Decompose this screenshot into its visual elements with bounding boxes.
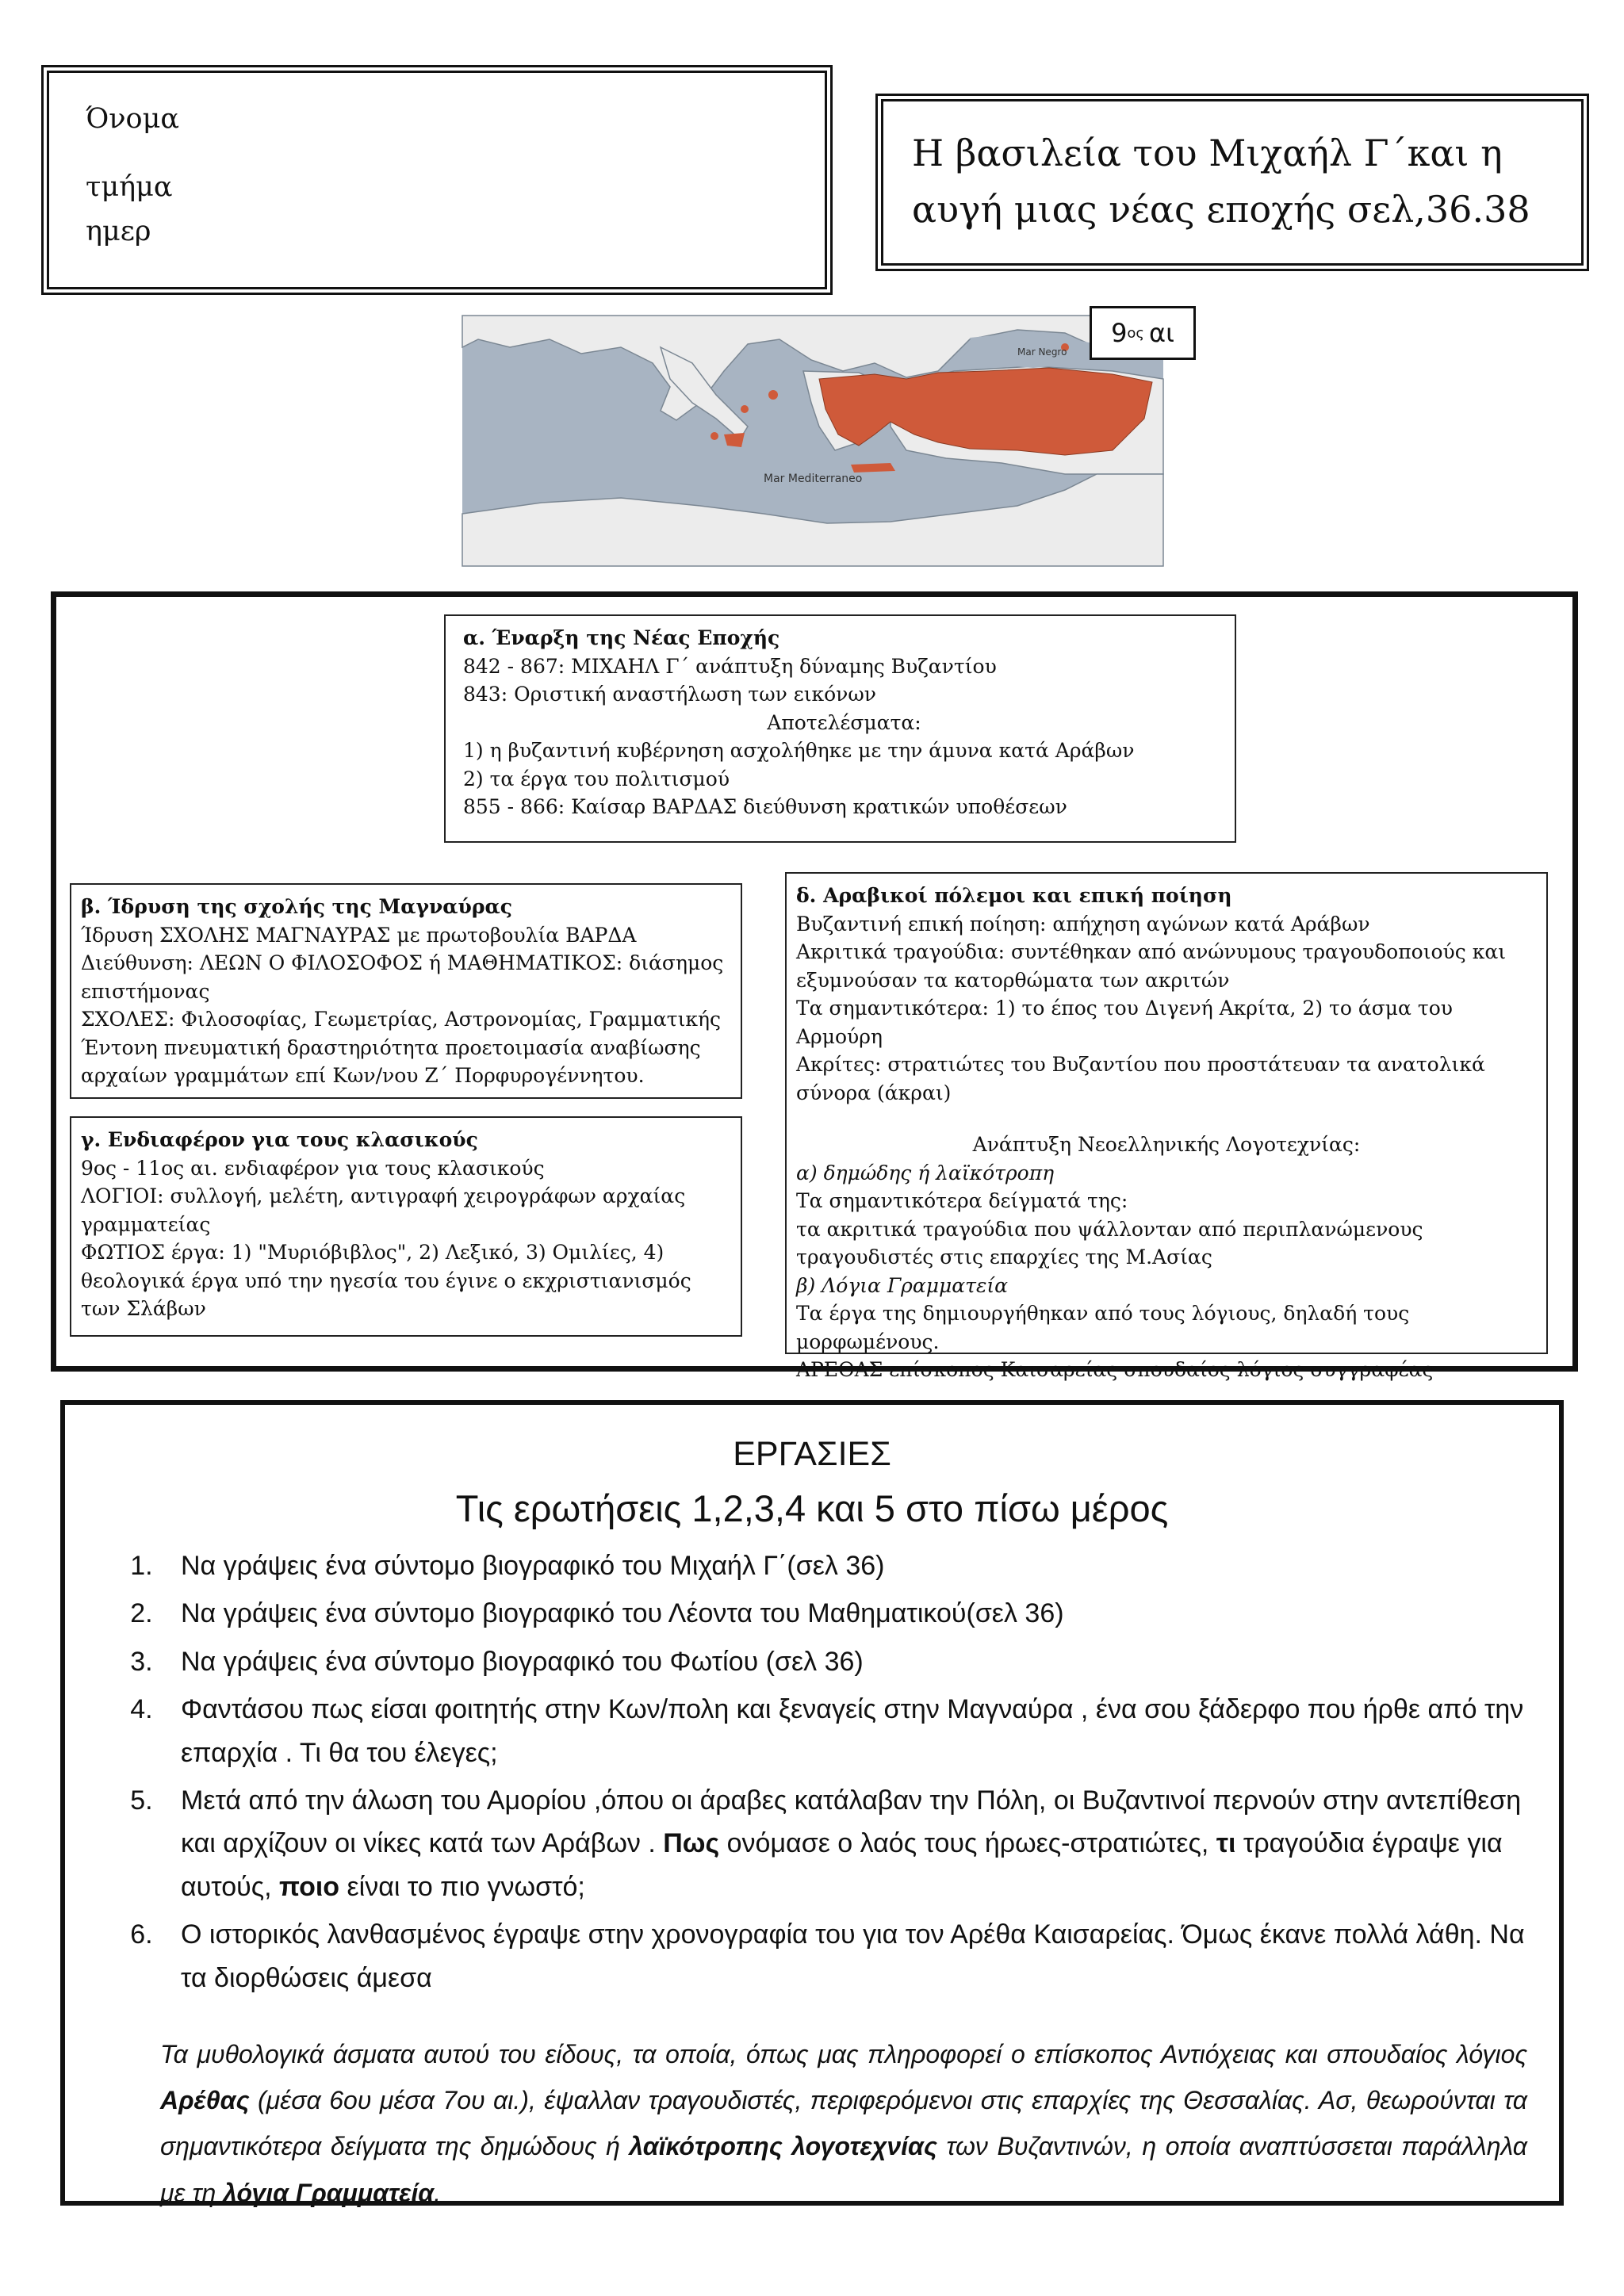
tasks-subheading: Τις ερωτήσεις 1,2,3,4 και 5 στο πίσω μέρος [455, 1487, 1169, 1529]
section-d-subheading: Ανάπτυξη Νεοελληνικής Λογοτεχνίας: [972, 1133, 1361, 1156]
map-dot [710, 432, 718, 440]
century-badge [1090, 306, 1196, 360]
section-d-cut-line: ΑΡΕΘΑΣ επίσκοπος Καισαρείας σπουδαίος λόγιος συγγραφέας [796, 1358, 1434, 1381]
section-a-title: α. Έναρξη της Νέας Εποχής [463, 626, 780, 649]
task-5-text: είναι το πιο γνωστό; [339, 1871, 585, 1902]
section-c-line: ΛΟΓΙΟΙ: συλλογή, μελέτη, αντιγραφή χειρογράφων αρχαίας γραμματείας [81, 1184, 686, 1236]
section-c-panel [70, 1116, 742, 1337]
section-a-result: 855 - 866: Καίσαρ ΒΑΡΔΑΣ διεύθυνση κρατικών υποθέσεων [463, 795, 1067, 818]
section-c-line: ΦΩΤΙΟΣ έργα: 1) "Μυριόβιβλος", 2) Λεξικό, 3) Ομιλίες, 4) θεολογικά έργα υπό την ηγεσία του έγινε ο εκχριστιανισμός των Σλάβων [81, 1241, 691, 1320]
student-info-box [41, 65, 833, 295]
section-b-line: ΣΧΟΛΕΣ: Φιλοσοφίας, Γεωμετρίας, Αστρονομίας, Γραμματικής [81, 1008, 722, 1031]
section-a-line: 843: Οριστική αναστήλωση των εικόνων [463, 683, 876, 706]
section-d-panel [785, 872, 1548, 1381]
section-a-result: 2) τα έργα του πολιτισμού [463, 767, 730, 790]
map-empire-crete [851, 463, 895, 473]
section-d-line: Τα σημαντικότερα: 1) το έπος του Διγενή Ακρίτα, 2) το άσμα του Αρμούρη [796, 997, 1453, 1048]
section-b-line: Έντονη πνευματική δραστηριότητα προετοιμασία αναβίωσης αρχαίων γραμμάτων επί Κων/νου Ζ΄ Πορφυρογέννητου. [81, 1035, 701, 1087]
section-c-title: γ. Ενδιαφέρον για τους κλασικούς [81, 1128, 478, 1151]
section-d-line: Βυζαντινή επική ποίηση: απήχηση αγώνων κατά Αράβων [796, 912, 1370, 936]
quote-bold: Αρέθας [160, 2086, 250, 2115]
date-label: ημερ [86, 216, 151, 247]
section-c-line: 9ος - 11ος αι. ενδιαφέρον για τους κλασικούς [81, 1156, 545, 1180]
section-b-line: Ίδρυση ΣΧΟΛΗΣ ΜΑΓΝΑΥΡΑΣ με πρωτοβουλία ΒΑΡΔΑ [81, 923, 637, 947]
century-number: 9 [1111, 318, 1128, 348]
quote-text: Τα μυθολογικά άσματα αυτού του είδους, τα οποία, όπως μας πληροφορεί ο επίσκοπος Αντιόχειας και σπουδαίος λόγιος [160, 2039, 1527, 2068]
task-item: 4. Φαντάσου πως είσαι φοιτητής στην Κων/πολη και ξεναγείς στην Μαγναύρα , ένα σου ξάδερφο που ήρθε από την επαρχία . Τι θα του έλεγες; [160, 1688, 1527, 1774]
map-dot [741, 405, 749, 413]
quote-bold: λόγια Γραμματεία [223, 2178, 435, 2207]
section-d-title: δ. Αραβικοί πόλεμοι και επική ποίηση [796, 884, 1232, 907]
quote-text: (μέσα 6ου μέσα 7ου αι.), έψαλλαν τραγουδιστές, περιφερόμενοι στις επαρχίες της Θεσσαλίας. Ασ, θεωρούνται τα σημαντικότερα δείγματα της δημώδους ή [160, 2086, 1527, 2161]
map-label-black-sea: Mar Negro [1017, 346, 1067, 358]
century-suffix: ος [1127, 324, 1144, 342]
erroneous-chronicle-quote [160, 2031, 1527, 2216]
section-a-results-heading: Αποτελέσματα: [767, 710, 921, 734]
task-item: 3. Να γράψεις ένα σύντομο βιογραφικό του Φωτίου (σελ 36) [160, 1640, 1527, 1683]
task-list [97, 1544, 1527, 1999]
section-d-line: Ακρίτες: στρατιώτες του Βυζαντίου που προστάτευαν τα ανατολικά σύνορα (άκραι) [796, 1053, 1485, 1104]
section-d-item-a-text: τα ακριτικά τραγούδια που ψάλλονταν από περιπλανώμενους τραγουδιστές στις επαρχίες της Μ.Ασίας [796, 1217, 1423, 1269]
quote-text: των Βυζαντινών, η οποία αναπτύσσεται παράλληλα με τη [160, 2132, 1527, 2207]
title-line-1: Η βασιλεία του Μιχαήλ Γ΄και η [912, 132, 1503, 174]
task-5-bold: ποιο [278, 1871, 340, 1902]
section-a-result: 1) η βυζαντινή κυβέρνηση ασχολήθηκε με την άμυνα κατά Αράβων [463, 739, 1135, 762]
task-item: 6. Ο ιστορικός λανθασμένος έγραψε στην χρονογραφία του για τον Αρέθα Καισαρείας. Όμως έκανε πολλά λάθη. Να τα διορθώσεις άμεσα [160, 1913, 1527, 1999]
map-dot [768, 390, 778, 400]
century-unit: αι [1149, 318, 1174, 348]
section-a-panel [444, 614, 1236, 843]
title-line-2: αυγή μιας νέας εποχής σελ,36.38 [912, 188, 1530, 232]
section-d-item-b: β) Λόγια Γραμματεία [796, 1273, 1009, 1297]
task-5-bold: τι [1216, 1828, 1236, 1859]
task-5-text: ονόμασε ο λαός τους ήρωες-στρατιώτες, [719, 1828, 1216, 1859]
name-label: Όνομα [86, 103, 179, 135]
task-5-text: τραγούδια έγραψε για αυτούς, [181, 1828, 1503, 1902]
quote-bold: λαϊκότροπης λογοτεχνίας [629, 2132, 937, 2161]
byzantine-empire-map [462, 316, 1163, 566]
task-5-text: Μετά από την άλωση του Αμορίου ,όπου οι άραβες κατάλαβαν την Πόλη, οι Βυζαντινοί περνούν στην αντεπίθεση και αρχίζουν οι νίκες κατά των Αράβων . [181, 1785, 1522, 1859]
map-empire-sicily [724, 433, 745, 447]
section-d-line: Ακριτικά τραγούδια: συντέθηκαν από ανώνυμους τραγουδοποιούς και εξυμνούσαν τα κατορθώματα των ακριτών [796, 940, 1507, 992]
section-d-item-a-text: Τα σημαντικότερα δείγματά της: [796, 1189, 1128, 1212]
quote-text: . [434, 2178, 442, 2207]
map-svg [462, 316, 1163, 566]
section-b-line: Διεύθυνση: ΛΕΩΝ Ο ΦΙΛΟΣΟΦΟΣ ή ΜΑΘΗΜΑΤΙΚΟΣ: διάσημος επιστήμονας [81, 951, 724, 1003]
section-b-panel [70, 883, 742, 1099]
task-5-bold: Πως [663, 1828, 720, 1859]
class-label: τμήμα [86, 171, 173, 203]
map-label-mediterranean: Mar Mediterraneo [764, 473, 863, 485]
section-d-item-b-text: Τα έργα της δημιουργήθηκαν από τους λόγιους, δηλαδή τους μορφωμένους. [796, 1302, 1410, 1353]
task-item: 2. Να γράψεις ένα σύντομο βιογραφικό του Λέοντα του Μαθηματικού(σελ 36) [160, 1592, 1527, 1635]
task-item [160, 1779, 1527, 1908]
section-a-line: 842 - 867: ΜΙΧΑΗΛ Γ΄ ανάπτυξη δύναμης Βυζαντίου [463, 654, 997, 678]
section-d-item-a: α) δημώδης ή λαϊκότροπη [796, 1161, 1055, 1184]
worksheet-title-box [875, 94, 1589, 271]
tasks-heading: ΕΡΓΑΣΙΕΣ [733, 1435, 891, 1473]
task-item: 1. Να γράψεις ένα σύντομο βιογραφικό του Μιχαήλ Γ΄(σελ 36) [160, 1544, 1527, 1587]
tasks-box [60, 1400, 1564, 2206]
section-b-title: β. Ίδρυση της σχολής της Μαγναύρας [81, 895, 512, 918]
